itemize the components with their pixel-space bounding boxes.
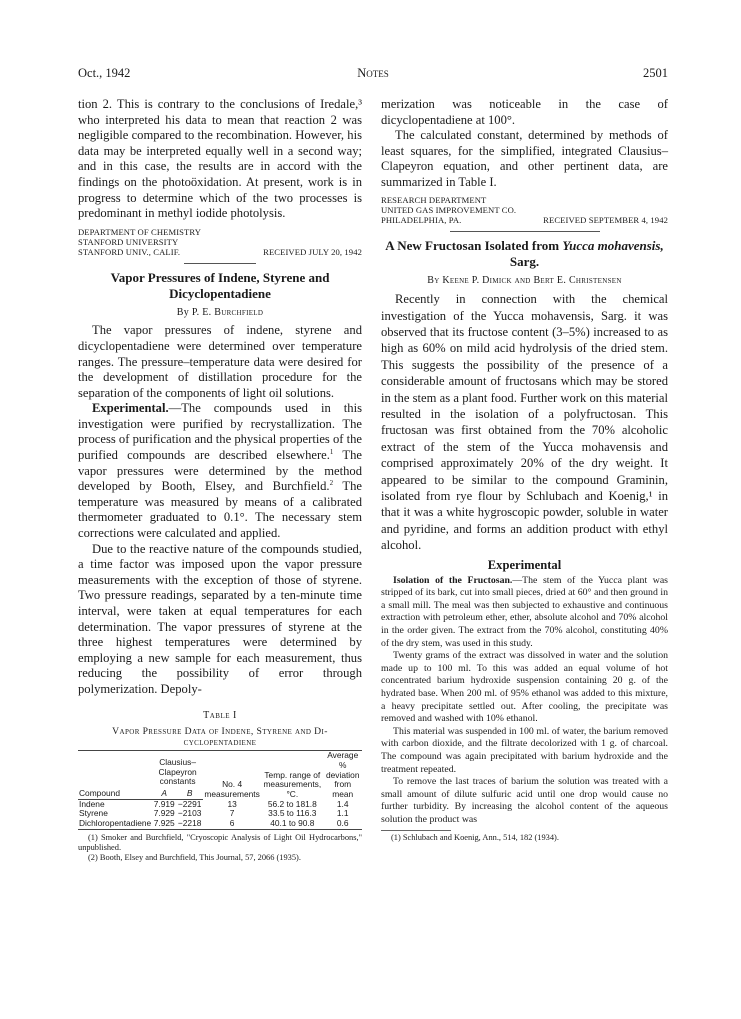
table-header: A [152, 787, 176, 799]
table-title-line: cyclopentadiene [183, 736, 257, 748]
intro-paragraph: The vapor pressures of indene, styrene and dicyclopentadiene were determined over temperature ranges. The pressure–temperature data were desired for the development of distillation procedure for the separation of the components of light oil solutions. [78, 323, 362, 400]
table-cell: 40.1 to 90.8 [261, 819, 323, 829]
procedure-paragraph: To remove the last traces of barium the solution was treated with a small amount of dilute sulfuric acid until one drop would cause no further turbidity. By increasing the alcohol content of the aqueous solution the product was [381, 776, 668, 825]
run-in-heading: Isolation of the Fructosan. [393, 574, 513, 586]
affil-line: DEPARTMENT OF CHEMISTRY [78, 226, 202, 237]
vapor-pressure-table [78, 750, 362, 829]
affil-line: RESEARCH DEPARTMENT [381, 194, 487, 205]
table-cell: 1.4 [336, 798, 349, 809]
affil-line: UNITED GAS IMPROVEMENT CO. [381, 204, 517, 215]
affil-line [78, 247, 362, 257]
table-header: No. 4 measurements [203, 751, 261, 799]
table-title-line: Vapor Pressure Data of Indene, Styrene and Di- [112, 725, 328, 737]
footnote-ref: 2 [329, 479, 334, 488]
footnote-rule [381, 830, 451, 831]
table-cell: Styrene [79, 808, 108, 819]
table-cell: 13 [227, 798, 237, 809]
summary-paragraph: The calculated constant, determined by methods of least squares, for the simplified, integrated Clausius–Clapeyron equation, and other pertinent data, are summarized in Table I. [381, 128, 668, 189]
byline: By Keene P. Dimick and Bert E. Christensen [427, 275, 622, 287]
article-title [381, 238, 668, 270]
table-cell: Dichloropentadiene [79, 818, 152, 829]
byline [78, 306, 362, 320]
table-cell: 6 [203, 819, 261, 829]
text-run: The temperature was measured by means of a calibrated thermometer graduated to 0.1°. The necessary stem corrections were calculated and applied. [78, 479, 362, 541]
table-header [78, 751, 152, 787]
affiliation-ugi [381, 195, 668, 226]
text-run: The vapor pressures were determined by the method developed by Booth, Elsey, and Burchfield. [78, 448, 362, 494]
carryover-paragraph: tion 2. This is contrary to the conclusions of Iredale,³ who interpreted his data to mean that reaction 2 was negligible compared to the recombination. However, his data may be interpreted equally well in a second way; and in this case, the results are in accord with the findings on the photoöxidation. At present, work is in progress to determine which of the two processes is predominant in methyl iodide photolysis. [78, 97, 362, 221]
table-cell: −2291 [177, 798, 202, 809]
table-row [78, 799, 362, 809]
table-caption: Table I [203, 709, 237, 721]
table-header: B [176, 787, 203, 799]
isolation-paragraph [381, 575, 668, 651]
title-text: Sarg. [509, 254, 540, 270]
received-date: RECEIVED JULY 20, 1942 [263, 247, 362, 258]
running-header [78, 66, 668, 84]
table-cell: 7 [229, 808, 235, 819]
table-cell: Indene [79, 798, 105, 809]
article-divider [450, 231, 600, 232]
table-header: Clausius–Clapeyron constants [152, 751, 203, 787]
received-date: RECEIVED SEPTEMBER 4, 1942 [543, 214, 668, 225]
header-section: Notes [357, 66, 389, 80]
table-row [78, 819, 362, 829]
section-heading: Experimental [487, 557, 562, 572]
title-text: A New Fructosan Isolated from [385, 238, 560, 254]
affil-city: PHILADELPHIA, PA. [381, 214, 462, 225]
run-in-heading: Experimental. [92, 401, 169, 416]
procedure-paragraph: This material was suspended in 100 ml. of water, the barium removed with carbon dioxide, and the filtrate decolorized with 1 g. of charcoal. The compound was again precipitated with barium hydroxide and the treatment repeated. [381, 725, 668, 775]
left-column [78, 97, 362, 863]
right-column [381, 97, 668, 843]
table-header: Temp. range of measurements, °C. [261, 751, 323, 799]
experimental-paragraph [78, 401, 362, 541]
table-cell: 7.919 [153, 798, 175, 809]
table-cell: −2103 [177, 808, 202, 819]
header-date: Oct., 1942 [78, 66, 131, 80]
table-cell: 0.6 [323, 819, 362, 829]
affil-line [381, 215, 668, 225]
byline-prefix: By [176, 307, 190, 319]
table-cell: 7.929 [153, 808, 175, 819]
affil-line: STANFORD UNIVERSITY [78, 236, 179, 247]
procedure-paragraph: Twenty grams of the extract was dissolved in water and the solution made up to 100 ml. To this was added an equal volume of hot concentrated barium hydroxide suspension containing 20 g. of the hydrated base. When 200 ml. of 95% ethanol was added to this mixture, a heavy precipitate settled out. After cooling, the precipitate was removed and washed with 10% ethanol. [381, 650, 668, 725]
table-cell: 56.2 to 181.8 [267, 798, 317, 809]
byline-author: P. E. Burchfield [191, 307, 264, 319]
title-species: Yucca mohavensis, [562, 238, 664, 254]
table-header: Compound [78, 787, 152, 799]
table-header: Average % deviation from mean [323, 751, 362, 799]
table-cell: 7.925 [153, 818, 175, 829]
table-cell: 33.5 to 116.3 [268, 808, 317, 819]
affiliation-stanford [78, 227, 362, 258]
header-page-number: 2501 [643, 66, 668, 80]
article-divider [184, 263, 256, 264]
footnote: (1) Smoker and Burchfield, "Cryoscopic Analysis of Light Oil Hydrocarbons," unpublished. [78, 832, 362, 852]
carryover-paragraph: merization was noticeable in the case of dicyclopentadiene at 100°. [381, 97, 668, 127]
intro-paragraph: Recently in connection with the chemical investigation of the Yucca mohavensis, Sarg. it was observed that its fructose content (3–5%) increased to as high as 60% on mild acid hydrolysis of the dried stem. This suggests the possibility of the presence of a considerable amount of fructosans which may be stored in the stem as a plant food. Further work on this material resulted in the isolation of a polyfructosan. This fructosan was first obtained from the 70% alcoholic extract of the stem of the Yucca mohavensis and comprised approximately 20% of the dry weight. It appeared to be similar to the compound Graminin, isolated from rye flour by Schlubach and Koenig,¹ in that it was a white hygroscopic powder, soluble in water and pyridine, and forms an addition product with ethyl alcohol. [381, 292, 668, 553]
footnote: (1) Schlubach and Koenig, Ann., 514, 182 (1934). [391, 832, 559, 842]
table-cell: 1.1 [336, 808, 349, 819]
article-title: Vapor Pressures of Indene, Styrene and Dicyclopentadiene [110, 270, 330, 302]
text-run: —The compounds used in this investigation were purified by recrystallization. The process of purification and the physical properties of the purified compounds are described elsewhere. [78, 401, 362, 463]
affil-city: STANFORD UNIV., CALIF. [78, 247, 181, 258]
method-paragraph: Due to the reactive nature of the compounds studied, a time factor was imposed upon the vapor pressure measurements with the exception of those of styrene. Two pressure readings, separated by a ten-minute time interval, were taken at equal temperatures for each determination. The vapor pressures of styrene at the three highest temperatures were determined by employing a new sample for each measurement, thus reducing the possibility of error through polymerization. Depoly- [78, 541, 362, 696]
table-cell: −2218 [177, 818, 202, 829]
table-title [78, 726, 362, 749]
footnote: (2) Booth, Elsey and Burchfield, This Journal, 57, 2066 (1935). [88, 853, 301, 863]
footnote-ref: 1 [329, 447, 334, 456]
text-run: —The stem of the Yucca plant was stripped of its bark, cut into small pieces, dried at 60° and then ground in a small mill. The meal was then subjected to exhaustive and continuous extraction with petroleum ether, ether, absolute alcohol and 70% alcohol in the order given. The extract from the 70% alcohol, constituting 40% of the dry stem, was used in this study. [381, 574, 668, 649]
